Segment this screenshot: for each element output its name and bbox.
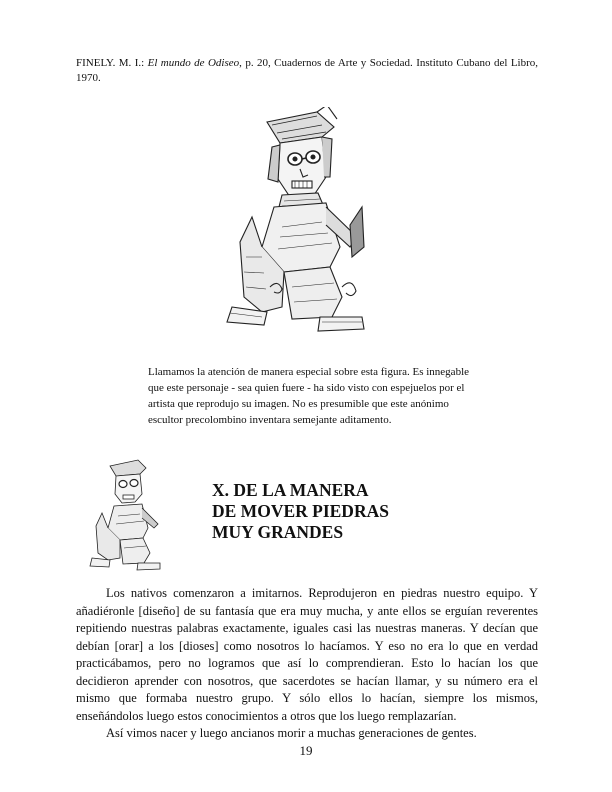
precolumbian-statue-figure	[222, 107, 387, 342]
body-text	[76, 585, 538, 743]
section-heading-line-2: DE MOVER PIEDRAS	[212, 501, 389, 521]
figure-caption: Llamamos la atención de manera especial sobre esta figura. Es innegable que este personaje - sea quien fuere - ha sido visto con espejuelos por el artista que reprodujo su imagen. No es presumible que este anónimo escultor precolombino inventara semejante aditamento.	[148, 366, 470, 426]
reference-author: FINELY. M. I.:	[76, 57, 148, 69]
page-number: 19	[299, 743, 313, 758]
section-heading	[212, 480, 389, 543]
reference-title: El mundo de Odiseo	[147, 57, 240, 69]
small-statue-figure	[88, 458, 170, 574]
body-paragraph-2: Así vimos nacer y luego ancianos morir a muchas generaciones de gentes.	[106, 726, 477, 740]
section-heading-line-3: MUY GRANDES	[212, 522, 344, 542]
section-heading-line-1: X. DE LA MANERA	[212, 480, 369, 500]
reference-details: , p. 20, Cuadernos de Arte y Sociedad. Instituto Cubano del Libro, 1970.	[76, 57, 539, 84]
body-paragraph-1: Los nativos comenzaron a imitarnos. Reprodujeron en piedras nuestro equipo. Y añadiéronle [diseño] de su fantasía que era muy mucha, y ante ellos se erguían reverentes repitiendo nuestras palabras exactamente, iguales casi las nuestras maneras. Y decían que debían [orar] a los [dioses] como nosotros lo hacíamos. Y eso no era lo que en verdad practicábamos, pero no logramos que así lo comprendieran. Esto lo hacían los que decidieron aprender con nosotros, que sacerdotes se hacían llamar, y su número era el mismo que formaba nuestro grupo. Y sólo ellos lo hacían, siempre los mismos, enseñándolos luego estos conocimientos a otros que los luego remplazarían.	[76, 586, 538, 723]
bibliographic-reference	[76, 56, 538, 86]
